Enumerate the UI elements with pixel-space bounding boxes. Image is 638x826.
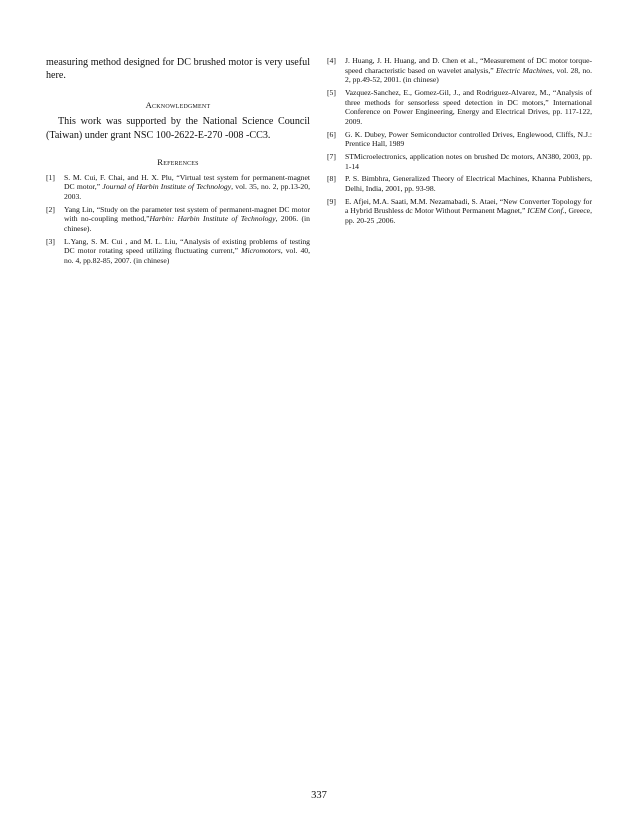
reference-number: [9] — [327, 196, 336, 206]
reference-text: G. K. Dubey, Power Semiconductor controlled Drives, Englewood, Cliffs, N.J.: Prentice Hall, 1989 — [345, 129, 592, 149]
reference-text: Yang Lin, “Study on the parameter test system of permanent-magnet DC motor with no-coupling method,”Harbin: Harbin Institute of Technology, 2006. (in chinese). — [64, 204, 310, 233]
reference-item — [327, 174, 592, 193]
reference-number: [2] — [46, 204, 55, 214]
reference-text: L.Yang, S. M. Cui , and M. L. Liu, “Analysis of existing problems of testing DC motor rotating speed utilizing fluctuating current,” Micromotors, vol. 40, no. 4, pp.82-85, 2007. (in chinese) — [64, 236, 310, 265]
reference-item — [327, 88, 592, 126]
reference-item — [46, 205, 310, 234]
reference-item — [46, 237, 310, 266]
reference-text: S. M. Cui, F. Chai, and H. X. Plu, “Virtual test system for permanent-magnet DC motor,” Journal of Harbin Institute of Technology, vol. 35, no. 2, pp.13-20, 2003. — [64, 172, 310, 201]
reference-text: STMicroelectronics, application notes on brushed Dc motors, AN380, 2003, pp. 1-14 — [345, 151, 592, 171]
references-heading: References — [157, 156, 199, 167]
reference-number: [3] — [46, 236, 55, 246]
reference-text: Vazquez-Sanchez, E., Gomez-Gil, J., and Rodriguez-Alvarez, M., “Analysis of three methods for sensorless speed detection in DC motors,” International Conference on Power Engineering, Energy and Electrical Drives, pp. 117-122, 2009. — [345, 87, 592, 126]
reference-number: [6] — [327, 129, 336, 139]
right-column — [327, 56, 592, 229]
reference-number: [7] — [327, 151, 336, 161]
left-column — [46, 56, 310, 269]
reference-item — [327, 56, 592, 85]
reference-number: [5] — [327, 87, 336, 97]
reference-text: J. Huang, J. H. Huang, and D. Chen et al., “Measurement of DC motor torque-speed characteristic based on wavelet analysis,” Electric Machines, vol. 28, no. 2, pp.49-52, 2001. (in chinese) — [345, 56, 592, 85]
reference-number: [8] — [327, 174, 336, 184]
reference-item — [46, 173, 310, 202]
reference-number: [4] — [327, 56, 336, 65]
body-paragraph: measuring method designed for DC brushed motor is very useful here. — [46, 57, 310, 82]
reference-list-right — [327, 56, 592, 225]
reference-item — [327, 197, 592, 226]
reference-item — [327, 152, 592, 171]
reference-text: E. Afjei, M.A. Saati, M.M. Nezamabadi, S. Ataei, “New Converter Topology for a Hybrid Brushless dc Motor Without Permanent Magnet,” ICEM Conf., Greece, pp. 20-25 ,2006. — [345, 196, 592, 225]
acknowledgment-heading: Acknowledgment — [145, 100, 211, 111]
reference-number: [1] — [46, 172, 55, 182]
reference-list-left — [46, 173, 310, 266]
reference-text: P. S. Bimbhra, Generalized Theory of Electrical Machines, Khanna Publishers, Delhi, India, 2001, pp. 93-98. — [345, 174, 592, 193]
acknowledgment-text: This work was supported by the National Science Council (Taiwan) under grant NSC 100-2622-E-270 -008 -CC3. — [46, 116, 310, 141]
page-number: 337 — [311, 790, 327, 801]
reference-item — [327, 130, 592, 149]
